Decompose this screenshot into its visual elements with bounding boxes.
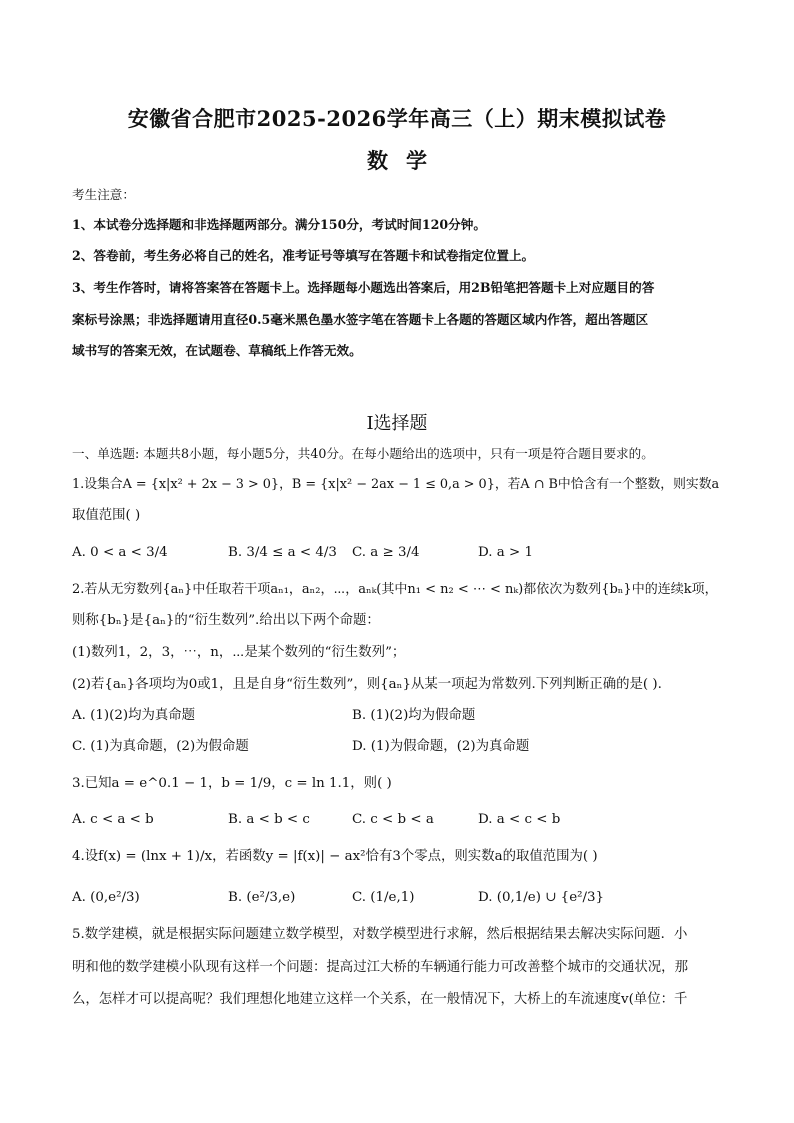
option-c: C. a ≥ 3/4 bbox=[352, 545, 420, 560]
option-b: B. (e²/3,e) bbox=[228, 890, 296, 905]
question-stem: 3.已知a = e^0.1 − 1，b = 1/9，c = ln 1.1，则( ) bbox=[72, 776, 392, 791]
option-c: C. (1/e,1) bbox=[352, 890, 415, 905]
question-stem: 5.数学建模，就是根据实际问题建立数学模型，对数学模型进行求解，然后根据结果去解决实际问题．小 bbox=[72, 927, 688, 942]
option-d: D. a < c < b bbox=[478, 812, 561, 827]
question-stem: 4.设f(x) = (lnx + 1)/x，若函数y = |f(x)| − ax²恰有3个零点，则实数a的取值范围为( ) bbox=[72, 849, 598, 864]
option-d: D. (1)为假命题，(2)为真命题 bbox=[352, 739, 530, 754]
notice-item: 2、答卷前，考生务必将自己的姓名，准考证号等填写在答题卡和试卷指定位置上。 bbox=[72, 248, 535, 263]
section-instructions: 一、单选题: 本题共8小题，每小题5分，共40分。在每小题给出的选项中，只有一项是符合题目要求的。 bbox=[72, 446, 654, 461]
option-c: C. c < b < a bbox=[352, 812, 434, 827]
notice-heading: 考生注意： bbox=[72, 187, 135, 202]
option-a: A. (1)(2)均为真命题 bbox=[72, 708, 196, 723]
question-stem: (2)若{aₙ}各项均为0或1，且是自身“衍生数列”，则{aₙ}从某一项起为常数列.下列判断正确的是( ). bbox=[72, 677, 662, 692]
question-stem: 2.若从无穷数列{aₙ}中任取若干项aₙ₁，aₙ₂，⋯，aₙₖ(其中n₁ < n₂ < ⋯ < nₖ)都依次为数列{bₙ}中的连续k项， bbox=[72, 582, 718, 597]
subject-title: 数学 bbox=[367, 148, 445, 173]
notice-item: 域书写的答案无效，在试题卷、草稿纸上作答无效。 bbox=[72, 343, 362, 358]
question-stem: 则称{bₙ}是{aₙ}的“衍生数列”.给出以下两个命题： bbox=[72, 613, 380, 628]
option-a: A. c < a < b bbox=[72, 812, 154, 827]
option-d: D. (0,1/e) ∪ {e²/3} bbox=[478, 890, 605, 905]
exam-title: 安徽省合肥市2025-2026学年高三（上）期末模拟试卷 bbox=[127, 106, 667, 131]
option-a: A. (0,e²/3) bbox=[72, 890, 140, 905]
notice-item: 案标号涂黑；非选择题请用直径0.5毫米黑色墨水签字笔在答题卡上各题的答题区域内作答，超出答题区 bbox=[72, 312, 649, 327]
option-b: B. 3/4 ≤ a < 4/3 bbox=[228, 545, 337, 560]
question-stem: 明和他的数学建模小队现有这样一个问题：提高过江大桥的车辆通行能力可改善整个城市的交通状况，那 bbox=[72, 960, 688, 975]
question-stem: 1.设集合A = {x|x² + 2x − 3 > 0}，B = {x|x² − 2ax − 1 ≤ 0,a > 0}，若A ∩ B中恰含有一个整数，则实数a bbox=[72, 477, 720, 492]
notice-item: 3、考生作答时，请将答案答在答题卡上。选择题每小题选出答案后，用2B铅笔把答题卡上对应题目的答 bbox=[72, 280, 655, 295]
question-stem: 取值范围( ) bbox=[72, 508, 141, 523]
option-a: A. 0 < a < 3/4 bbox=[72, 545, 168, 560]
option-b: B. a < b < c bbox=[228, 812, 310, 827]
option-d: D. a > 1 bbox=[478, 545, 534, 560]
question-stem: (1)数列1，2，3，⋯，n，⋯是某个数列的“衍生数列”； bbox=[72, 645, 406, 660]
notice-item: 1、本试卷分选择题和非选择题两部分。满分150分，考试时间120分钟。 bbox=[72, 217, 486, 232]
option-b: B. (1)(2)均为假命题 bbox=[352, 708, 476, 723]
section-title: Ⅰ选择题 bbox=[366, 413, 428, 434]
option-c: C. (1)为真命题，(2)为假命题 bbox=[72, 739, 249, 754]
question-stem: 么，怎样才可以提高呢？我们理想化地建立这样一个关系，在一般情况下，大桥上的车流速度v(单位：千 bbox=[72, 992, 688, 1007]
